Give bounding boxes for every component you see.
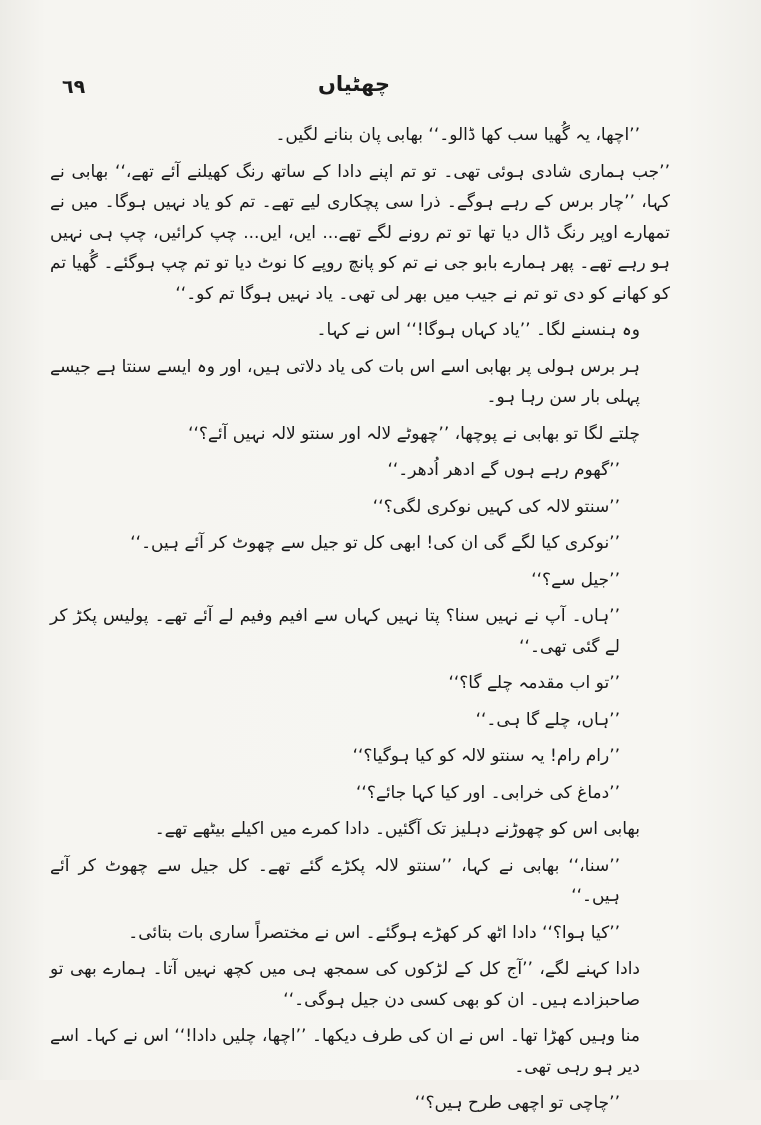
paragraph: ’’اچھا، یہ گُھیا سب کھا ڈالو۔‘‘ بھابی پان بنانے لگیں۔ — [275, 125, 640, 145]
running-title: چھٹیاں — [318, 72, 390, 96]
page-number: ٦٩ — [62, 76, 86, 98]
paragraph: ’’جیل سے؟‘‘ — [531, 569, 620, 590]
paragraph: چلتے لگا تو بھابی نے پوچھا، ’’چھوٹے لالہ اور سنتو لالہ نہیں آئے؟‘‘ — [188, 423, 640, 444]
page-header — [0, 72, 761, 108]
paragraph: ’’رام رام! یہ سنتو لالہ کو کیا ہوگیا؟‘‘ — [352, 746, 620, 766]
paragraph: ’’سنتو لالہ کی کہیں نوکری لگی؟‘‘ — [372, 496, 620, 517]
paragraph: ’’نوکری کیا لگے گی ان کی! ابھی کل تو جیل سے چھوٹ کر آئے ہیں۔‘‘ — [130, 533, 620, 553]
paragraph: ’’جب ہماری شادی ہوئی تھی۔ تو تم اپنے دادا کے ساتھ رنگ کھیلنے آئے تھے،‘‘ بھابی نے کہا، ’’چار برس کے رہے ہوگے۔ ذرا سی پچکاری لیے تھے۔ تم کو یاد نہیں ہوگا۔ میں نے تمھارے اوپر رنگ ڈال دیا تھا تو تم رونے لگے تھے... ایں، ایں... چپ کرائیں، چپ ہی نہیں ہو رہے تھے۔ پھر ہمارے بابو جی نے تم کو پانچ روپے کا نوٹ دیا تو تم چپ ہوگئے۔ گُھیا تم کو کھانے کو دی تو تم نے جیب میں بھر لی تھی۔ یاد نہیں ہوگا تم کو۔‘‘ — [50, 161, 670, 304]
body-text — [50, 120, 710, 1125]
paragraph: ’’ہاں۔ آپ نے نہیں سنا؟ پتا نہیں کہاں سے افیم وفیم لے آئے تھے۔ پولیس پکڑ کر لے گئی تھی۔‘‘ — [50, 606, 620, 657]
paragraph: ’’سنا،‘‘ بھابی نے کہا، ’’سنتو لالہ پکڑے گئے تھے۔ کل جیل سے چھوٹ کر آئے ہیں۔‘‘ — [50, 855, 620, 906]
paragraph: ہر برس ہولی پر بھابی اسے اس بات کی یاد دلاتی ہیں، اور وہ ایسے سنتا ہے جیسے پہلی بار سن رہا ہو۔ — [50, 356, 640, 407]
paragraph: ’’کیا ہوا؟‘‘ دادا اٹھ کر کھڑے ہوگئے۔ اس نے مختصراً ساری بات بتائی۔ — [128, 922, 620, 943]
paragraph: ’’دماغ کی خرابی۔ اور کیا کہا جائے؟‘‘ — [356, 782, 620, 803]
paragraph: وہ ہنسنے لگا۔ ’’یاد کہاں ہوگا!‘‘ اس نے کہا۔ — [316, 320, 640, 340]
paragraph: بھابی اس کو چھوڑنے دہلیز تک آگئیں۔ دادا کمرے میں اکیلے بیٹھے تھے۔ — [154, 819, 640, 839]
paragraph: دادا کہنے لگے، ’’آج کل کے لڑکوں کی سمجھ ہی میں کچھ نہیں آتا۔ ہمارے بھی تو صاحبزادے ہیں۔ ان کو بھی کسی دن جیل ہوگی۔‘‘ — [50, 959, 640, 1010]
paragraph: ’’گھوم رہے ہوں گے ادھر اُدھر۔‘‘ — [387, 460, 620, 480]
paragraph: ’’تو اب مقدمہ چلے گا؟‘‘ — [448, 673, 620, 693]
paragraph: ’’ہاں، چلے گا ہی۔‘‘ — [475, 709, 620, 730]
paragraph: منا وہیں کھڑا تھا۔ اس نے ان کی طرف دیکھا۔ ’’اچھا، چلیں دادا!‘‘ اس نے کہا۔ اسے دیر ہو رہی تھی۔ — [50, 1026, 640, 1077]
paragraph: ’’چاچی تو اچھی طرح ہیں؟‘‘ — [414, 1093, 620, 1113]
